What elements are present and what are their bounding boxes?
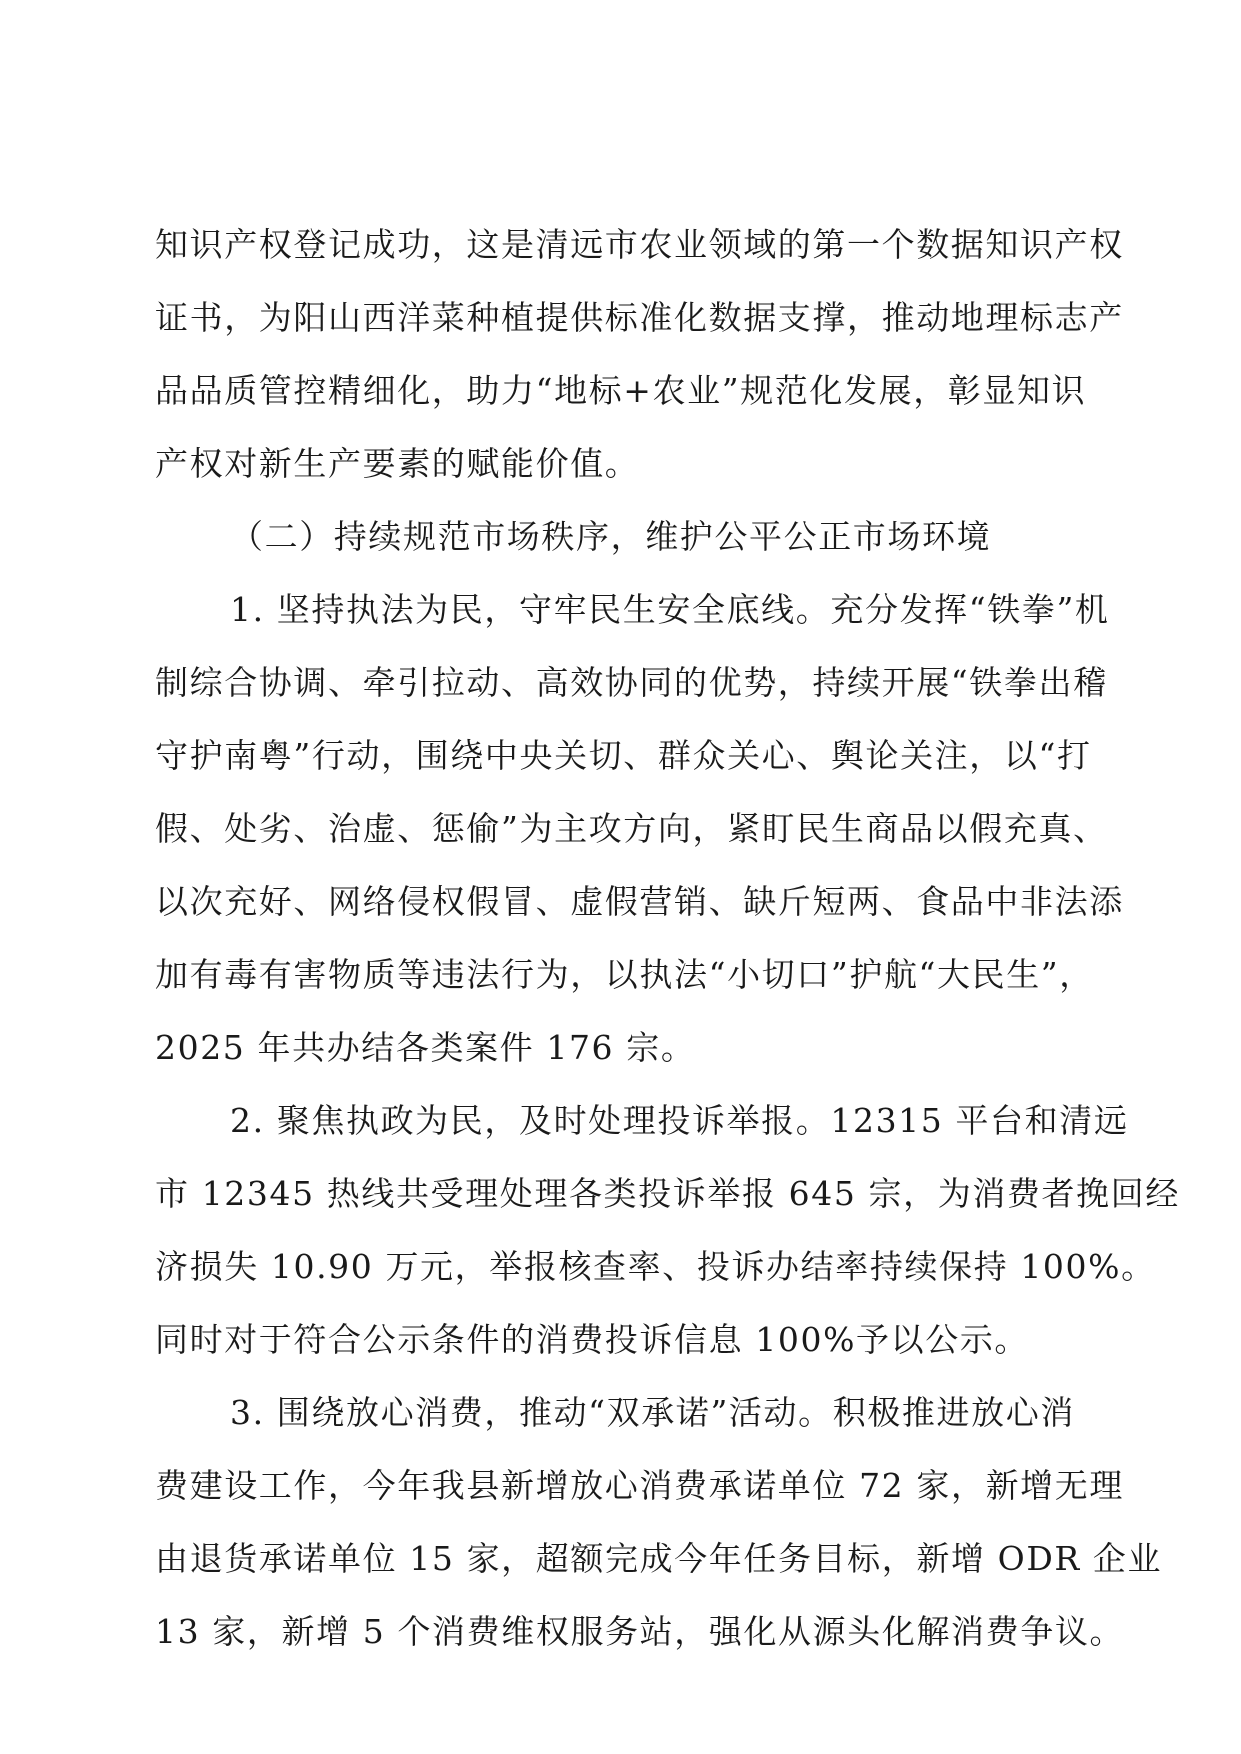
paragraph-line: 制综合协调、牵引拉动、高效协同的优势，持续开展“铁拳出稽 [155, 663, 1108, 702]
paragraph-line: 加有毒有害物质等违法行为，以执法“小切口”护航“大民生”， [155, 955, 1094, 994]
paragraph-line: 3. 围绕放心消费，推动“双承诺”活动。积极推进放心消 [230, 1393, 1075, 1432]
paragraph-line: 同时对于符合公示条件的消费投诉信息 100%予以公示。 [155, 1320, 1030, 1359]
section-heading: （二）持续规范市场秩序，维护公平公正市场环境 [230, 517, 992, 556]
paragraph-line: 13 家，新增 5 个消费维权服务站，强化从源头化解消费争议。 [155, 1612, 1125, 1651]
paragraph-line: 费建设工作，今年我县新增放心消费承诺单位 72 家，新增无理 [155, 1466, 1124, 1505]
paragraph-line: 2025 年共办结各类案件 176 宗。 [155, 1028, 696, 1067]
paragraph-line: 1. 坚持执法为民，守牢民生安全底线。充分发挥“铁拳”机 [230, 590, 1110, 629]
paragraph-line: 知识产权登记成功，这是清远市农业领域的第一个数据知识产权 [155, 225, 1124, 264]
paragraph-line: 守护南粤”行动，围绕中央关切、群众关心、舆论关注，以“打 [155, 736, 1092, 775]
paragraph-line: 以次充好、网络侵权假冒、虚假营销、缺斤短两、食品中非法添 [155, 882, 1124, 921]
paragraph-line: 品品质管控精细化，助力“地标+农业”规范化发展，彰显知识 [155, 371, 1087, 410]
paragraph-line: 由退货承诺单位 15 家，超额完成今年任务目标，新增 ODR 企业 [155, 1539, 1163, 1578]
paragraph-line: 济损失 10.90 万元，举报核查率、投诉办结率持续保持 100%。 [155, 1247, 1156, 1286]
paragraph-line: 证书，为阳山西洋菜种植提供标准化数据支撑，推动地理标志产 [155, 298, 1124, 337]
paragraph-line: 2. 聚焦执政为民，及时处理投诉举报。12315 平台和清远 [230, 1101, 1129, 1140]
paragraph-line: 假、处劣、治虚、惩偷”为主攻方向，紧盯民生商品以假充真、 [155, 809, 1108, 848]
paragraph-line: 产权对新生产要素的赋能价值。 [155, 444, 640, 483]
paragraph-line: 市 12345 热线共受理处理各类投诉举报 645 宗，为消费者挽回经 [155, 1174, 1180, 1213]
